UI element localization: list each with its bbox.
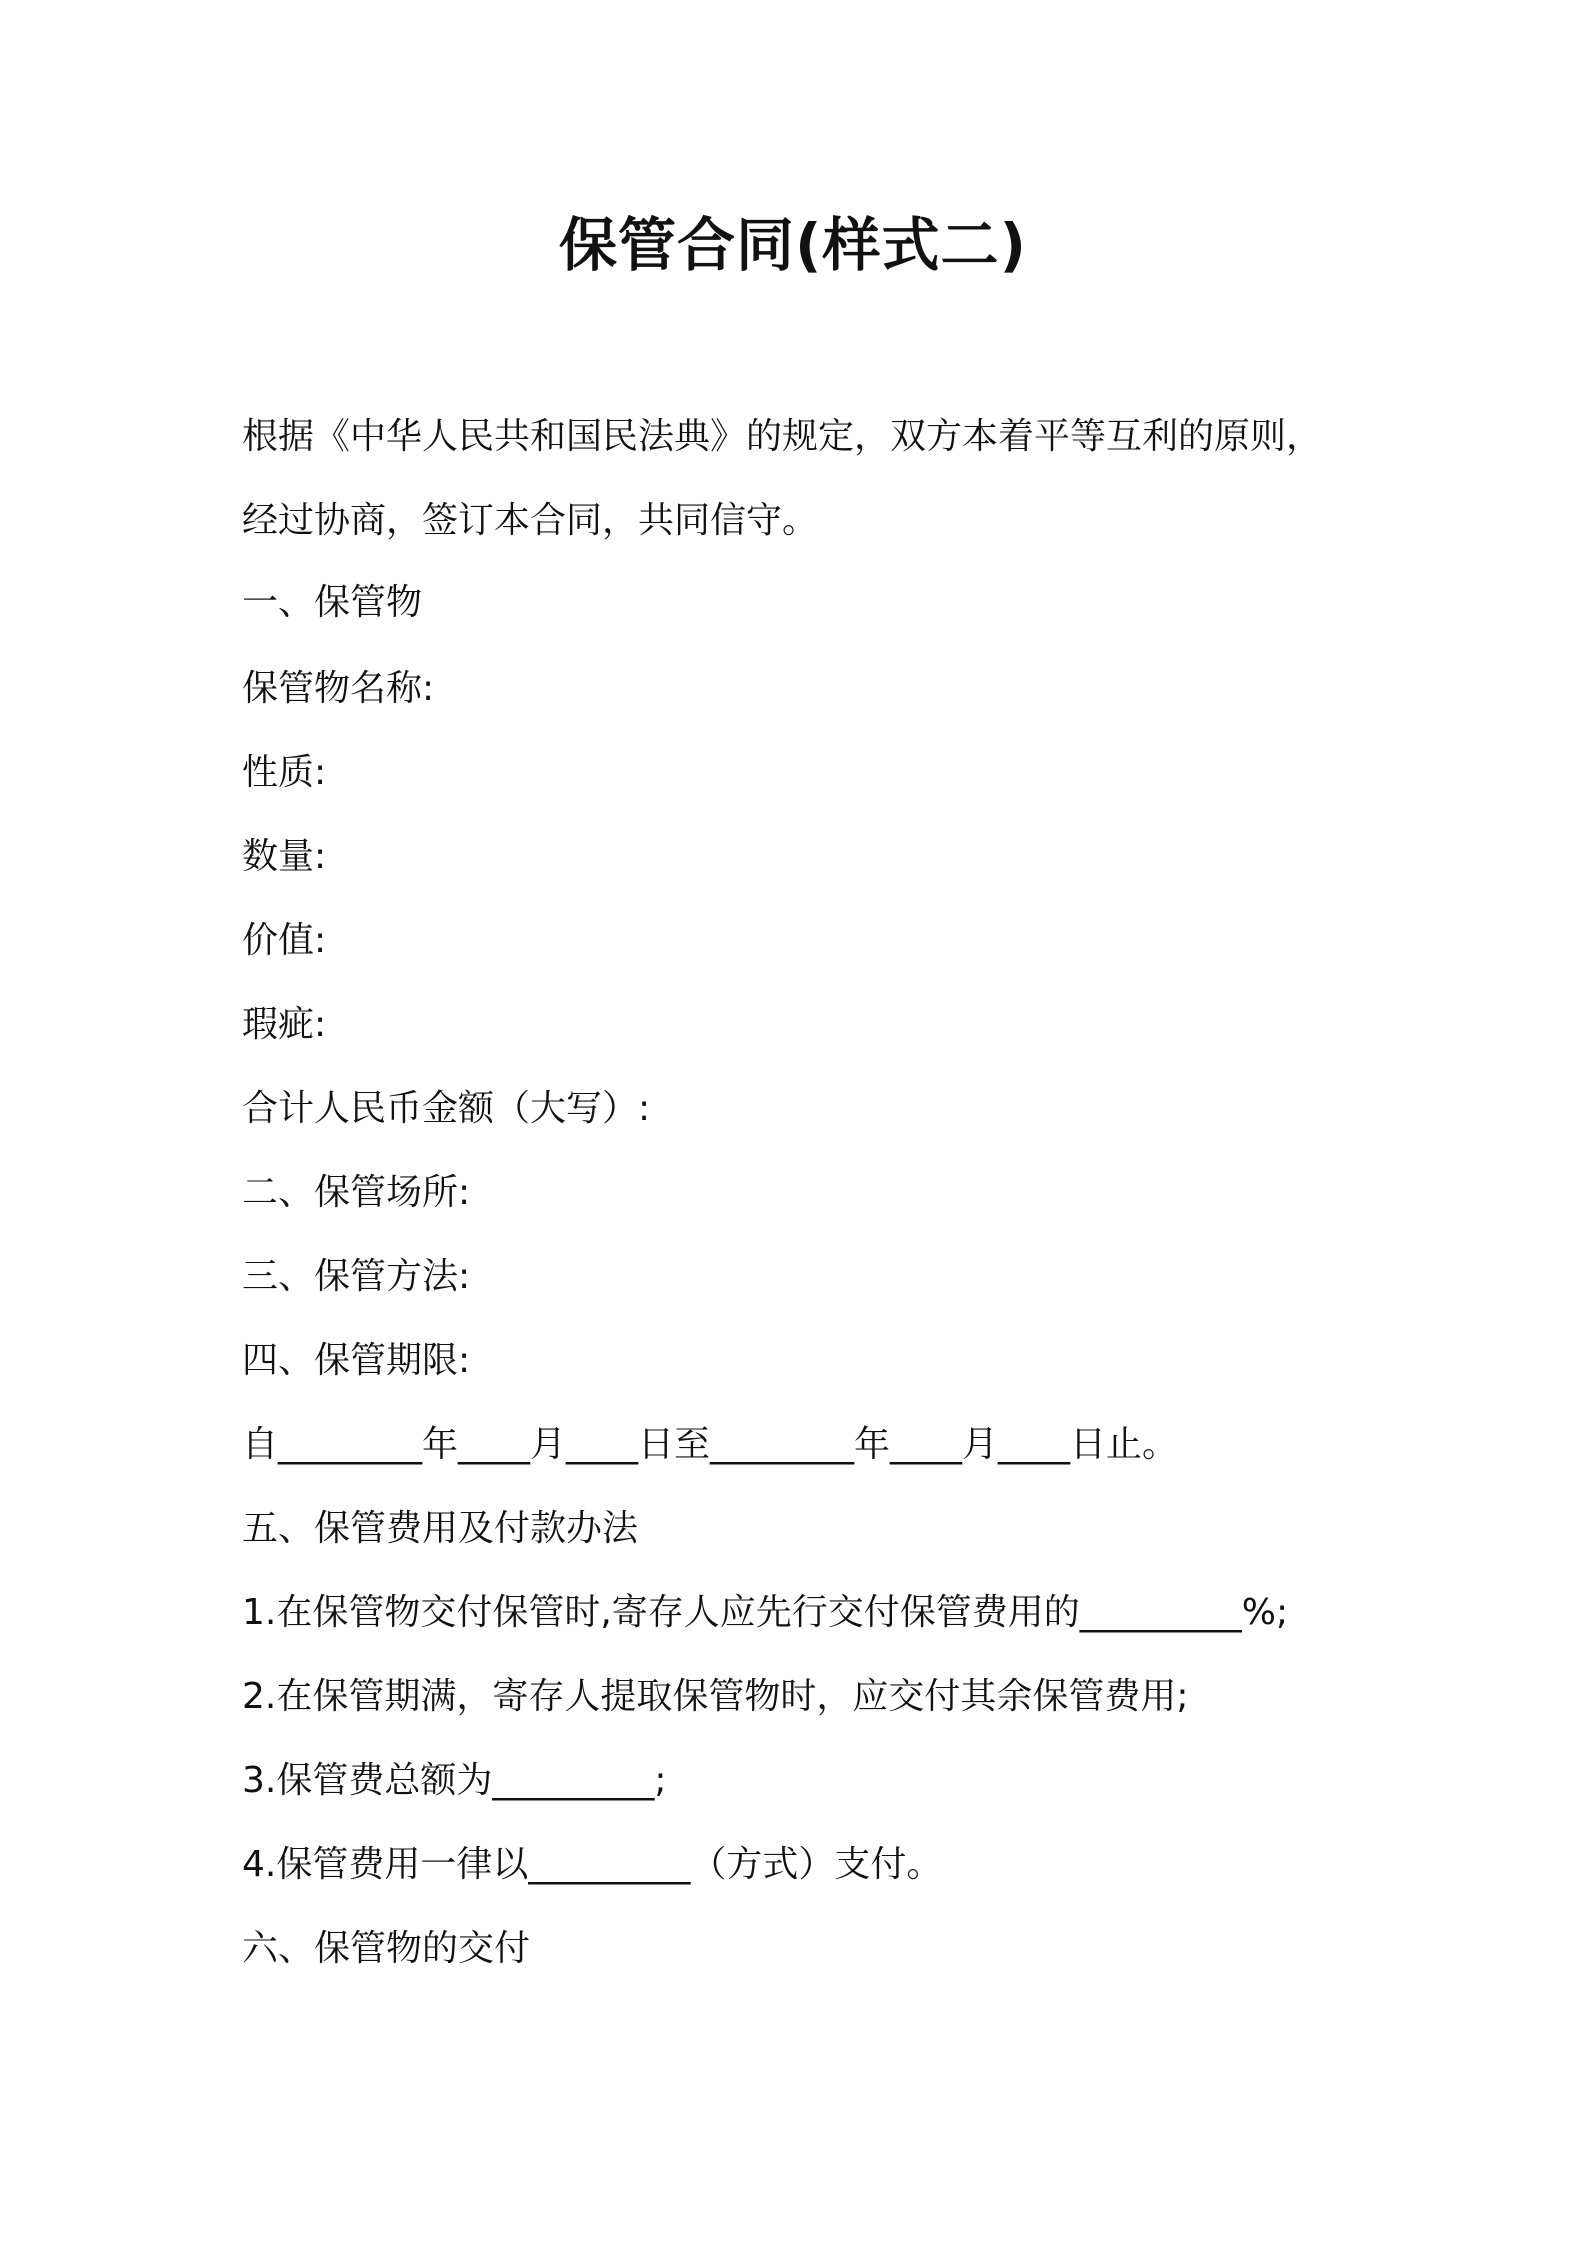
section-heading-item: 一、保管物 [242,582,423,623]
field-quantity: 数量: [242,836,327,877]
section-heading-fees: 五、保管费用及付款办法 [242,1508,639,1549]
section-heading-period: 四、保管期限: [242,1340,471,1381]
period-date-range: 自________年____月____日至________年____月____日止。 [242,1424,1179,1465]
fee-clause-2: 2.在保管期满，寄存人提取保管物时，应交付其余保管费用; [242,1676,1189,1717]
fee-clause-3: 3.保管费总额为_________; [242,1760,667,1801]
field-total-amount: 合计人民币金额（大写）: [242,1088,651,1129]
field-value: 价值: [242,920,327,961]
field-defect: 瑕疵: [242,1004,327,1045]
section-heading-location: 二、保管场所: [242,1172,471,1213]
field-item-name: 保管物名称: [242,668,435,709]
field-nature: 性质: [242,752,327,793]
section-heading-delivery: 六、保管物的交付 [242,1928,531,1969]
fee-clause-4: 4.保管费用一律以_________（方式）支付。 [242,1844,943,1885]
document-title: 保管合同(样式二) [558,211,1028,279]
intro-line-1: 根据《中华人民共和国民法典》的规定，双方本着平等互利的原则， [242,416,1323,457]
section-heading-method: 三、保管方法: [242,1256,471,1297]
fee-clause-1: 1.在保管物交付保管时,寄存人应先行交付保管费用的_________%; [242,1592,1289,1633]
intro-line-2: 经过协商，签订本合同，共同信守。 [242,500,819,541]
